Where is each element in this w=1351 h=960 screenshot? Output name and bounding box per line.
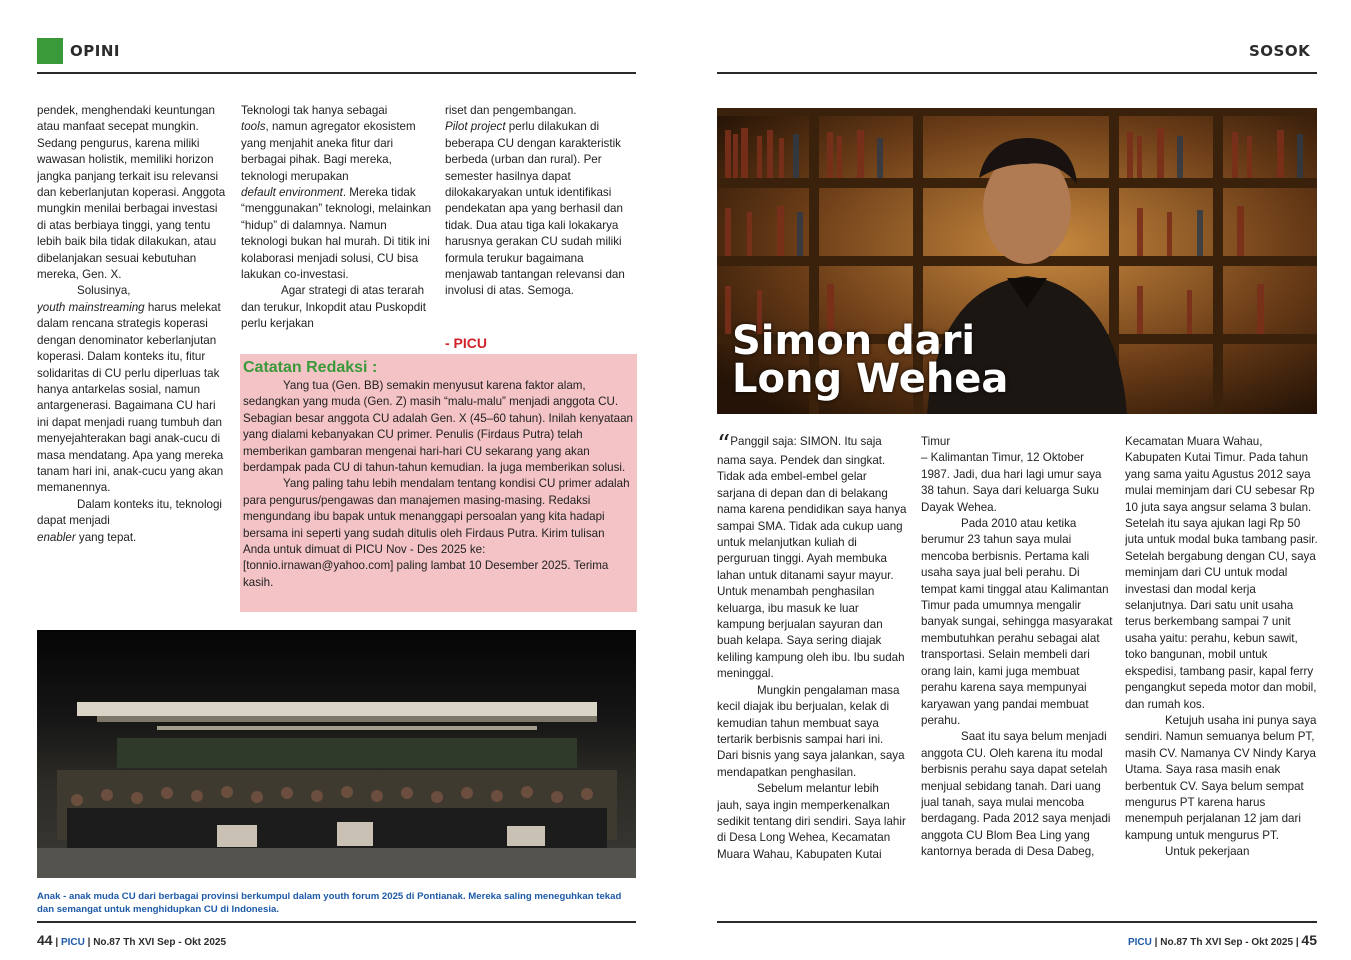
- photo-caption: Anak - anak muda CU dari berbagai provinsi berkumpul dalam youth forum 2025 di Pontianak. Mereka saling meneguhkan tekad dan semangat untuk menghidupkan CU di Indonesia.: [37, 891, 622, 915]
- paragraph: Teknologi tak hanya sebagai tools, namun agregator ekosistem yang menjahit aneka fitur dari berbagai pihak. Bagi mereka, teknologi merupakan default environment. Mereka tidak “menggunakan” teknologi, melainkan “hidup” di dalamnya. Namun teknologi bukan hal murah. Di titik ini kolaborasi menjadi solusi, CU bisa lakukan co-investasi.: [241, 104, 432, 282]
- paragraph: Mungkin pengalaman masa kecil diajak ibu berjualan, kelak di kemudian tahun membuat saya tertarik berbisnis sampai hari ini. Dari bisnis yang saya jalankan, saya mendapatkan penghasilan.: [717, 683, 905, 779]
- paragraph: Agar strategi di atas terarah dan terukur, Inkopdit atau Puskopdit perlu kerjakan: [241, 284, 426, 331]
- paragraph: pendek, menghendaki keuntungan atau manfaat secepat mungkin. Sedang pengurus, karena miliki wawasan holistik, memiliki horizon jangka panjang terkait isu relevansi dan keberlanjutan koperasi. Anggota mungkin menilai berbagai investasi di atas berbiaya tinggi, yang tentu lebih baik bila tidak dilakukan, atau dibelanjakan sesuai kebutuhan mereka, Gen. X.: [37, 104, 226, 282]
- issue-info: No.87 Th XVI Sep - Okt 2025: [93, 937, 227, 948]
- issue-info: No.87 Th XVI Sep - Okt 2025: [1160, 937, 1294, 948]
- paragraph: Saat itu saya belum menjadi anggota CU. Oleh karena itu modal berbisnis perahu saya dapat setelah menjual sebidang tanah. Dari uang jual tanah, saya mulai mencoba berdagang. Pada 2012 saya menjadi anggota CU Blom Bea Ling yang kantornya berada di Desa Dabeg,: [921, 730, 1111, 859]
- paragraph: riset dan pengembangan. Pilot project perlu dilakukan di beberapa CU dengan karakteristik berbeda (urban dan rural). Per semester hasilnya dapat dilokakaryakan untuk identifikasi pendekatan apa yang berhasil dan tidak. Dua atau tiga kali lokakarya harusnya gerakan CU sudah miliki formula terukur bagaimana menjawab tantangan relevansi dan involusi di atas. Semoga.: [445, 104, 625, 298]
- page-number: 44: [37, 932, 53, 948]
- section-label-opini: OPINI: [70, 42, 120, 60]
- sosok-column-3: [1125, 434, 1319, 914]
- footer-right: PICU | No.87 Th XVI Sep - Okt 2025 | 45: [1127, 932, 1317, 948]
- article-author: - PICU: [445, 335, 487, 351]
- section-marker: [37, 38, 63, 64]
- opini-column-2: [241, 103, 435, 353]
- article-title: [732, 318, 1092, 402]
- paragraph: Pada 2010 atau ketika berumur 23 tahun saya mulai mencoba berbisnis. Pertama kali usaha saya jual beli perahu. Di tempat kami tinggal atau Kalimantan Timur pada umumnya mengalir banyak sungai, sehingga masyarakat membutuhkan perahu sebagai alat transportasi. Selain membeli dari orang lain, kami juga membuat perahu karena saya mempunyai karyawan yang pandai membuat perahu.: [921, 517, 1113, 727]
- paragraph: Sebelum melantur lebih jauh, saya ingin memperkenalkan sedikit tentang diri sendiri. Saya lahir di Desa Long Wehea, Kecamatan Muara Wahau, Kabupaten Kutai: [717, 782, 906, 861]
- paragraph: “Panggil saja: SIMON. Itu saja nama saya. Pendek dan singkat. Tidak ada embel-embel gelar sarjana di depan dan di belakang nama karena pendidikan saya hanya sampai SMA. Tidak ada cukup uang untuk melanjutkan kuliah di perguruan tinggi. Ayah membuka lahan untuk ditanami sayur mayur. Untuk menambah penghasilan keluarga, ibu masuk ke luar kampung berjualan sayuran dan buah kelapa. Saya sering diajak keliling kampung oleh ibu. Ibu sudah meninggal.: [717, 434, 907, 683]
- header-rule-right: [717, 72, 1317, 74]
- footer-rule-left: [37, 921, 636, 923]
- section-label-sosok: SOSOK: [1249, 42, 1311, 60]
- header-rule-left: [37, 72, 636, 74]
- paragraph: Solusinya, youth mainstreaming harus melekat dalam rencana strategis koperasi dengan denominator keberlanjutan koperasi. Dalam konteks itu, fitur solidaritas di CU perlu diperluas tak hanya antarkelas sosial, namun antargenerasi. Bagaimana CU hari ini dapat menjadi ruang tumbuh dan menyejahterakan bagi anak-cucu di masa mendatang. Apa yang mereka tanam hari ini, anak-cucu yang akan memanennya.: [37, 284, 224, 495]
- paragraph: Dalam konteks itu, teknologi dapat menjadi enabler yang tepat.: [37, 497, 222, 544]
- article-title-line-1: Simon dari: [732, 318, 976, 364]
- footer-rule-right: [717, 921, 1317, 923]
- opini-column-1: [37, 103, 229, 619]
- opini-column-3: [445, 103, 637, 323]
- footer-left: 44 | PICU | No.87 Th XVI Sep - Okt 2025: [37, 932, 227, 948]
- sosok-column-1: [717, 434, 907, 914]
- article-title-line-2: Long Wehea: [732, 356, 1009, 402]
- youth-forum-photo-image: [37, 630, 636, 878]
- magazine-brand: PICU: [60, 937, 85, 948]
- magazine-brand: PICU: [1127, 937, 1152, 948]
- editor-note-title: Catatan Redaksi :: [243, 359, 378, 376]
- editor-note-paragraph: Yang tua (Gen. BB) semakin menyusut karena faktor alam, sedangkan yang muda (Gen. Z) masih “malu-malu” menjadi anggota CU. Sebagian besar anggota CU adalah Gen. X (45–60 tahun). Inilah kenyataan yang dialami kebanyakan CU primer. Penulis (Firdaus Putra) telah memberikan gambaran mengenai hari-hari CU sekarang yang akan berdampak pada CU di tahun-tahun kemudian. Ia juga memberikan solusi.: [243, 379, 633, 475]
- paragraph: Untuk pekerjaan: [1165, 845, 1250, 859]
- youth-forum-photo: [37, 630, 636, 878]
- editor-note-paragraph: Yang paling tahu lebih mendalam tentang kondisi CU primer adalah para pengurus/pengawas dan manajemen masing-masing. Redaksi mengundang ibu bapak untuk menanggapi persoalan yang kita hadapi bersama ini seperti yang sudah ditulis oleh Firdaus Putra. Kirim tulisan Anda untuk dimuat di PICU Nov - Des 2025 ke: [tonnio.irnawan@yahoo.com] paling lambat 10 Desember 2025. Terima kasih.: [243, 477, 630, 589]
- paragraph: Ketujuh usaha ini punya saya sendiri. Namun semuanya belum PT, masih CV. Namanya CV Nindy Karya Utama. Saya rasa masih enak berbentuk CV. Saya belum sempat mengurus PT karena harus menempuh perjalanan 12 jam dari kampung untuk mengurus PT.: [1125, 713, 1317, 842]
- sosok-column-2: [921, 434, 1113, 914]
- page-number: 45: [1301, 932, 1317, 948]
- paragraph: Timur – Kalimantan Timur, 12 Oktober 1987. Jadi, dua hari lagi umur saya 38 tahun. Saya dari keluarga Suku Dayak Wehea.: [921, 435, 1102, 514]
- paragraph: Kecamatan Muara Wahau, Kabupaten Kutai Timur. Pada tahun yang sama yaitu Agustus 2012 saya mulai meminjam dari CU sebesar Rp 10 juta saya angsur selama 3 bulan. Setelah itu saya ajukan lagi Rp 50 juta untuk modal buka tambang pasir. Setelah bergabung dengan CU, saya meminjam dari CU untuk modal investasi dan modal kerja selanjutnya. Dari satu unit usaha terus berkembang sampai 7 unit usaha yaitu: perahu, kebun sawit, toko bangunan, mobil untuk ekspedisi, tambang pasir, kapal ferry pengangkut sepeda motor dan mobil, dan rumah kos.: [1125, 435, 1318, 711]
- editor-note-box: [240, 354, 637, 612]
- opening-quote-mark: “: [717, 434, 731, 460]
